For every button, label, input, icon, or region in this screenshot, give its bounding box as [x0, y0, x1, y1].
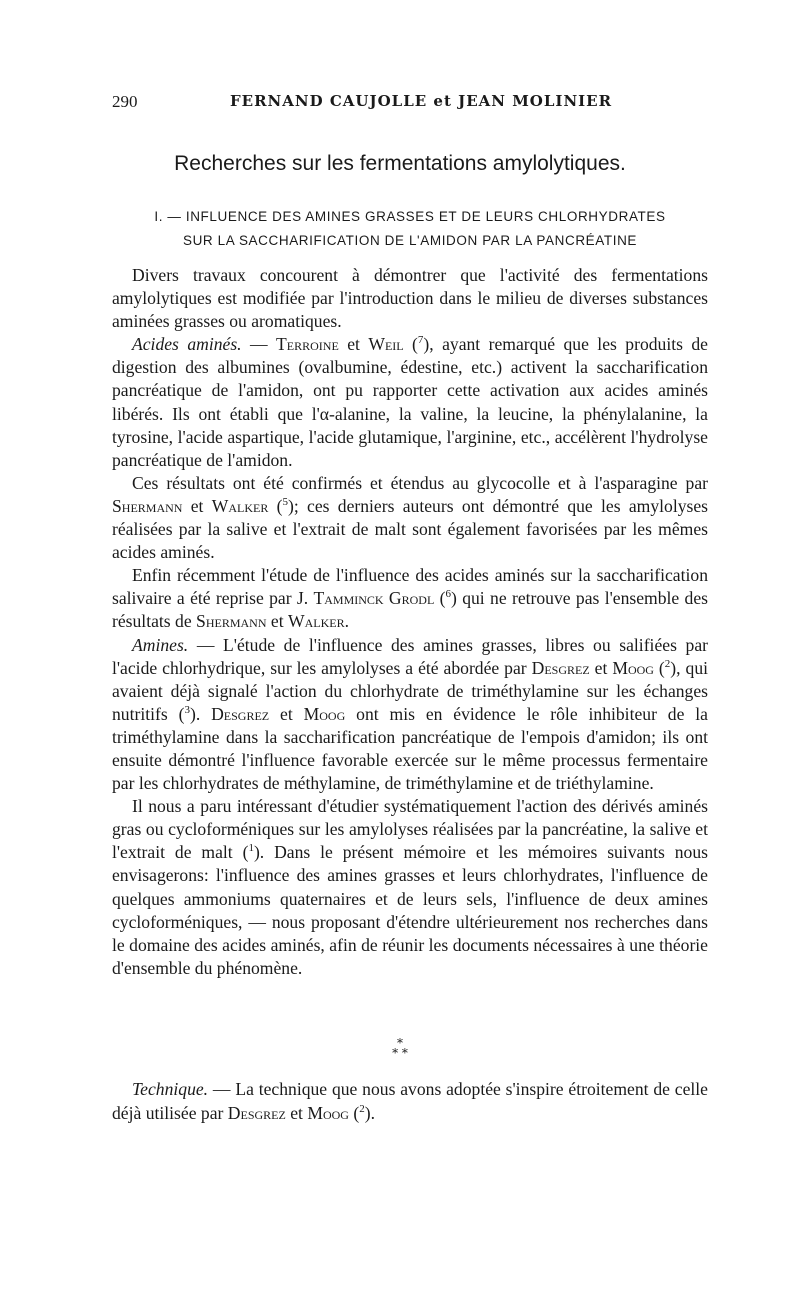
footnote-ref: 6 — [445, 588, 452, 601]
page-header — [112, 92, 708, 116]
author-name: Terroine — [276, 334, 339, 355]
author-name: Moog — [307, 1102, 349, 1123]
paragraph-intro: Divers travaux concourent à démontrer que l'activité des fermentations amylolytiques est modifiée par l'introduction dans le milieu de diverses substances aminées grasses ou aromatiques. — [112, 265, 708, 332]
footnote-ref: 7 — [417, 334, 424, 347]
author-name: Desgrez — [227, 1102, 286, 1123]
section-title — [112, 205, 708, 253]
body-text — [112, 264, 708, 980]
footnote-ref: 2 — [664, 657, 671, 670]
author-name: Shermann — [112, 495, 183, 516]
paragraph-technique: Technique. — La technique que nous avons adoptée s'inspire étroitement de celle déjà utilisée par Desgrez et Moog ($^2$). — [112, 1079, 708, 1123]
author-name: Shermann — [196, 611, 267, 632]
footnote-ref: 2 — [359, 1102, 365, 1115]
author-name: Walker — [211, 495, 269, 516]
paragraph-confirmations: Ces résultats ont été confirmés et étendus au glycocolle et à l'asparagine par Shermann et Walker ($^5$); ces derniers auteurs ont démontré que les amylolyses réalisées par la salive et l'extrait de malt sont également favorisées par les mêmes acides aminés. — [112, 472, 709, 563]
author-name: Weil — [368, 334, 404, 355]
author-name: Moog — [612, 657, 654, 678]
asterism-divider — [0, 1038, 800, 1058]
paragraph-enfin: Enfin récemment l'étude de l'influence des acides aminés sur la saccharification salivaire a été reprise par J. Tamminck Grodl ($^6$) qui ne retrouve pas l'ensemble des résultats de Shermann et Walker. — [112, 565, 708, 632]
running-head: FERNAND CAUJOLLE et JEAN MOLINIER — [230, 92, 613, 110]
paragraph-lead: Acides aminés. — [132, 334, 242, 355]
paragraph-lead: Technique. — [132, 1079, 209, 1099]
paragraph-amines: Amines. — L'étude de l'influence des amines grasses, libres ou salifiées par l'acide chlorhydrique, sur les amylolyses a été abordée par Desgrez et Moog ($^2$), qui avaient déjà signalé l'action du chlorhydrate de triméthylamine sur les échanges nutritifs ($^3$). Desgrez et Moog ont mis en évidence le rôle inhibiteur de la triméthylamine dans la saccharification pancréatique de l'empois d'amidon; ils ont ensuite démontré l'influence favorable exercée sur le même processus fermentaire par les chlorhydrates de méthylamine, de triméthylamine et de triéthylamine. — [112, 634, 709, 794]
asterism-bottom: * * — [392, 1046, 408, 1060]
author-name: Tamminck Grodl — [313, 588, 435, 609]
footnote-ref: 1 — [248, 842, 254, 855]
section-title-line-1: I. — INFLUENCE DES AMINES GRASSES ET DE LEURS CHLORHYDRATES — [154, 209, 666, 224]
author-name: Walker — [288, 611, 345, 632]
author-name: Moog — [303, 703, 346, 724]
page-number: 290 — [112, 92, 138, 111]
footnote-ref: 5 — [282, 496, 288, 509]
author-name: Desgrez — [211, 703, 270, 724]
paragraph-lead: Amines. — [132, 634, 189, 655]
article-title: Recherches sur les fermentations amylolytiques. — [174, 152, 626, 175]
author-name: Desgrez — [531, 657, 590, 678]
asterism-top: * — [397, 1036, 403, 1050]
section-title-line-2: SUR LA SACCHARIFICATION DE L'AMIDON PAR LA PANCRÉATINE — [182, 233, 638, 248]
paragraph-acides-amines: Acides aminés. — Terroine et Weil ($^7$), ayant remarqué que les produits de digestion des albumines (ovalbumine, édestine, etc.) activent la saccharification pancréatique de l'amidon, ont pu rapporter cette activation aux acides aminés libérés. Ils ont établi que l'α-alanine, la valine, la leucine, la phénylalanine, la tyrosine, l'acide aspartique, l'acide glutamique, l'arginine, etc., accélèrent l'hydrolyse pancréatique de l'amidon. — [112, 334, 708, 470]
paragraph-objectif: Il nous a paru intéressant d'étudier systématiquement l'action des dérivés aminés gras ou cycloforméniques sur les amylolyses réalisées par la pancréatine, la salive et l'extrait de malt ($^1$). Dans le présent mémoire et les mémoires suivants nous envisagerons: l'influence des amines grasses et leurs chlorhydrates, l'influence de quelques ammoniums quaternaires et de leurs sels, l'influence de deux amines cycloforméniques, — nous proposant d'étendre ultérieurement nos recherches dans le domaine des acides aminés, afin de réunir les documents nécessaires à une théorie d'ensemble du phénomène. — [112, 796, 708, 978]
footnote-ref: 3 — [184, 703, 190, 716]
